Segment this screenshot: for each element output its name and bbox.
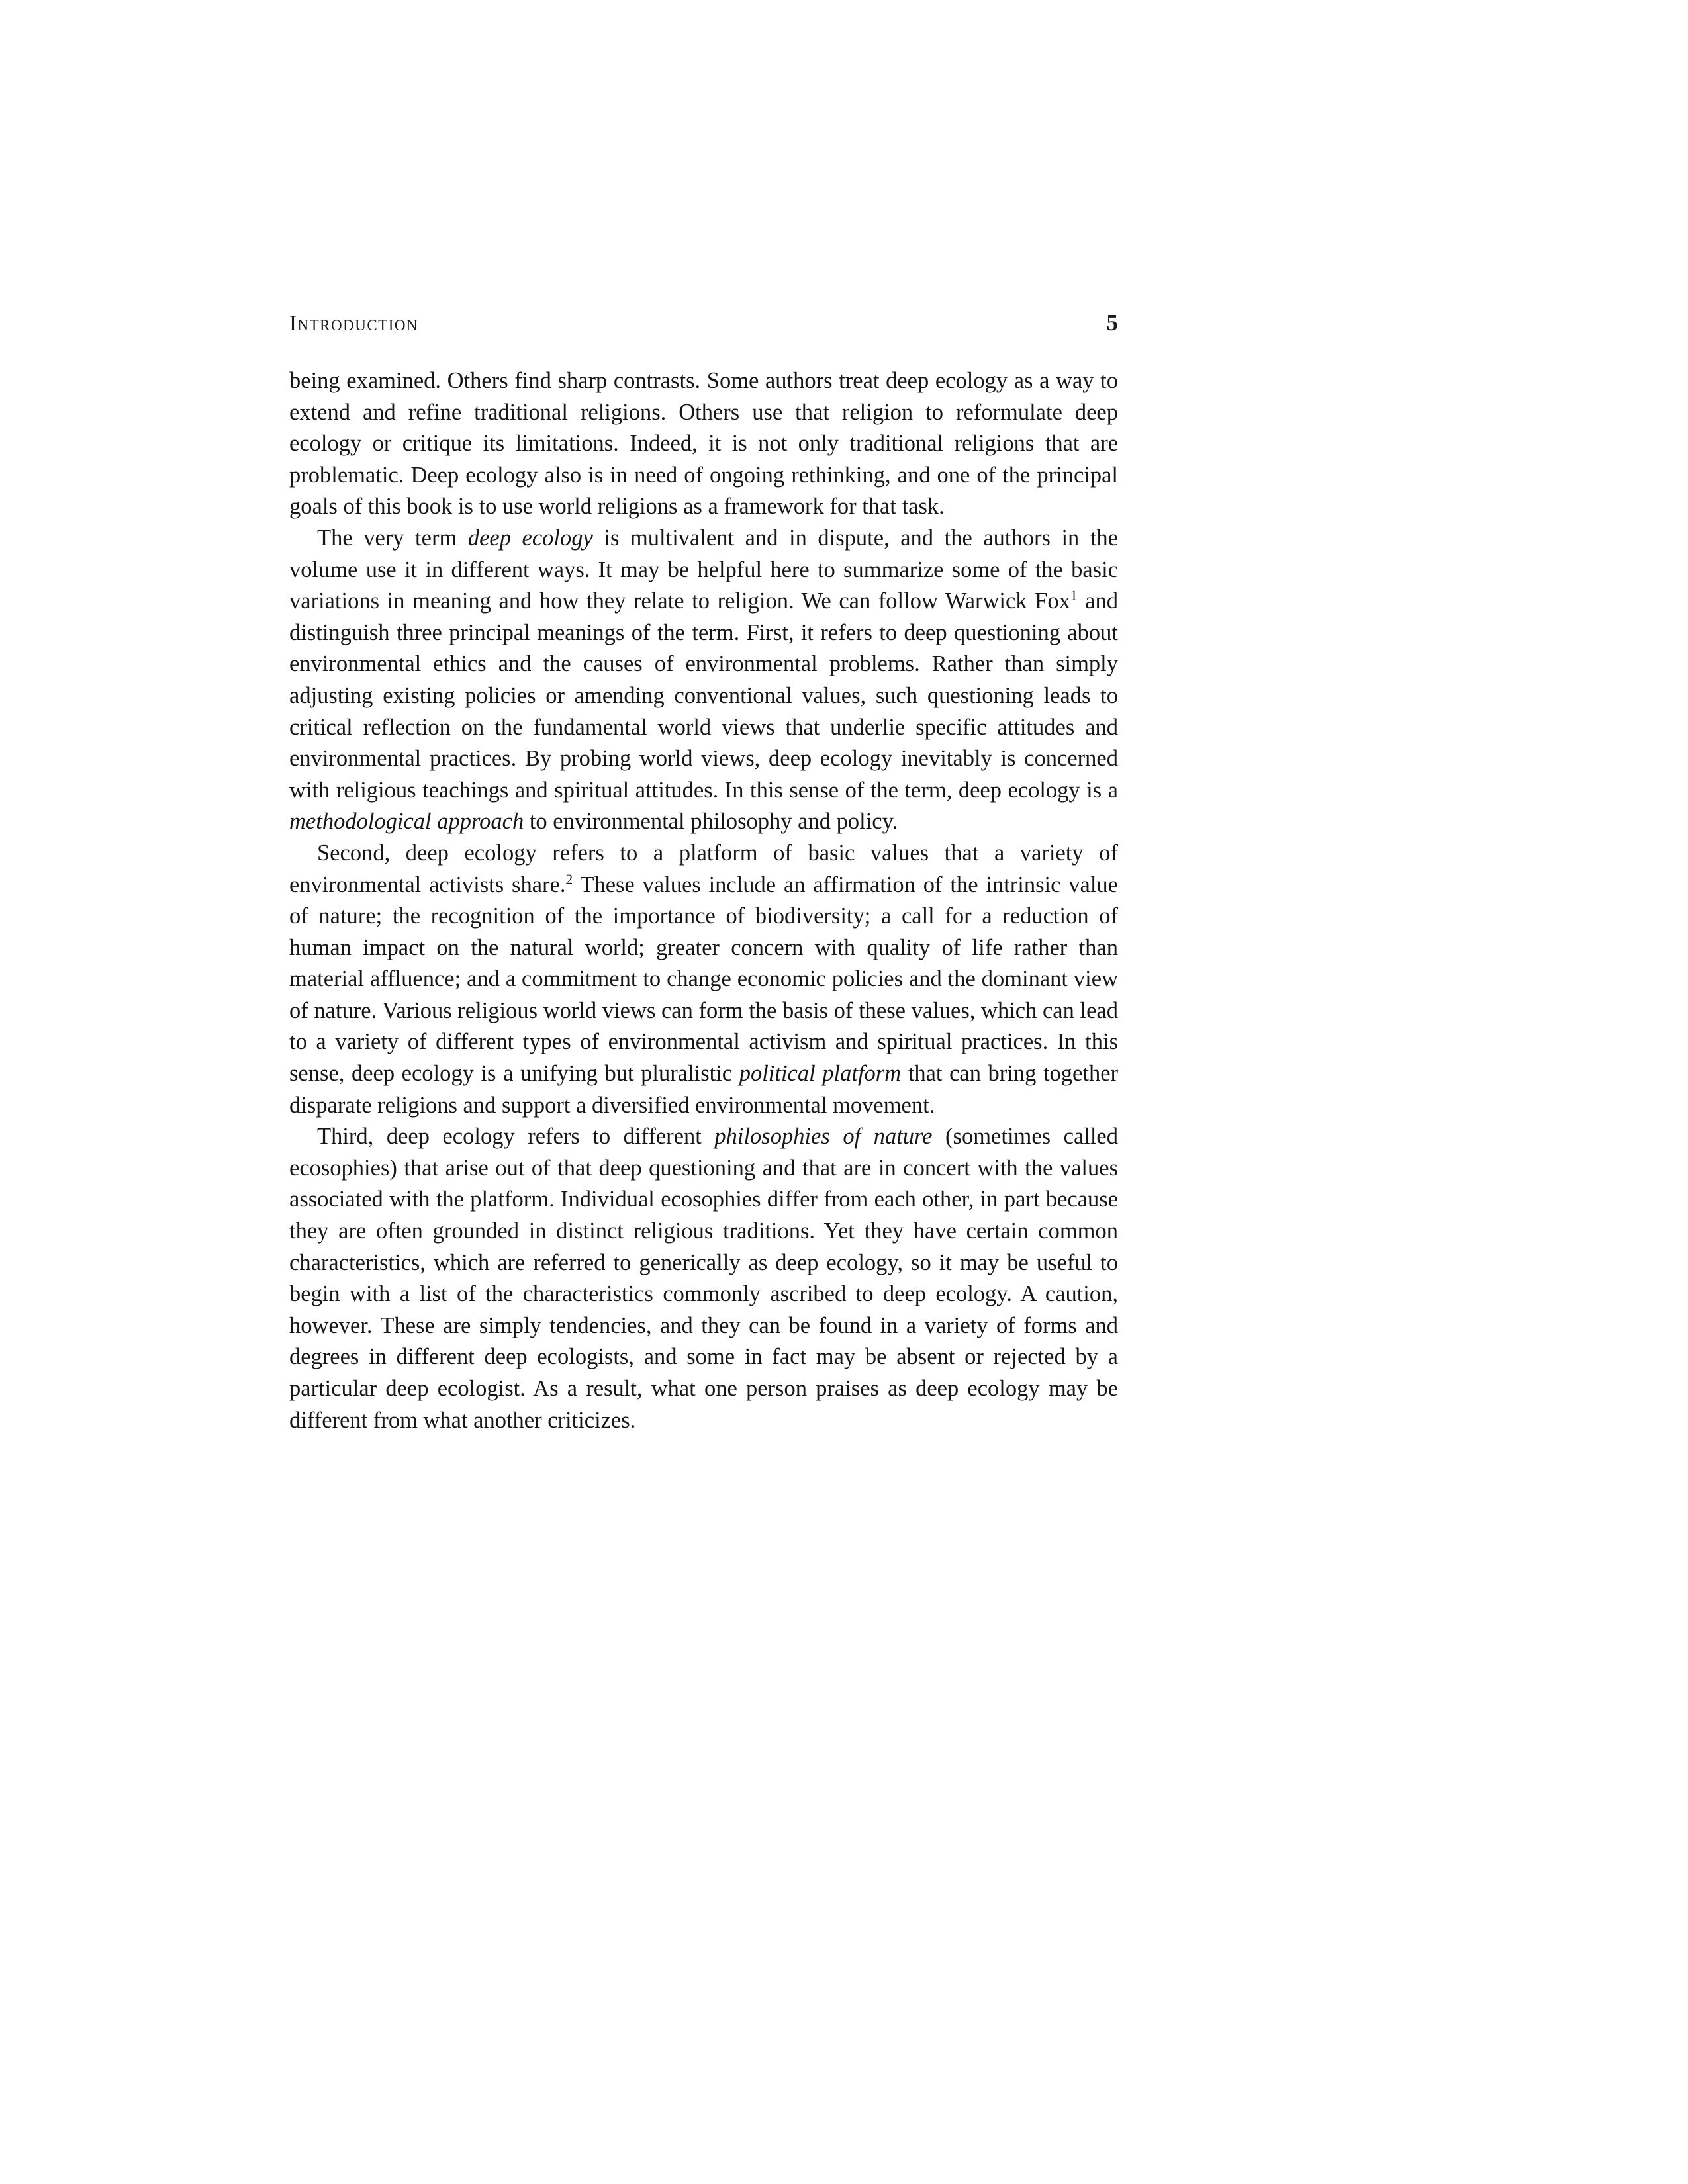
chapter-title: Introduction <box>289 312 419 336</box>
italic-text: philosophies of nature <box>714 1124 933 1150</box>
text-run: and distinguish three principal meanings of the term. First, it refers to deep questioning about environmental ethics and the causes of environmental problems. Rather than simply adjusting existing policies or amending conventional values, such questioning leads to critical reflection on the fundamental world views that underlie specific attitudes and environmental practices. By probing world views, deep ecology inevitably is concerned with religious teachings and spiritual attitudes. In this sense of the term, deep ecology is a <box>289 588 1118 803</box>
text-run: These values include an affirmation of the intrinsic value of nature; the recognition of the importance of biodiversity; a call for a reduction of human impact on the natural world; greater concern with quality of life rather than material affluence; and a commitment to change economic policies and the dominant view of nature. Various religious world views can form the basis of these values, which can lead to a variety of different types of environmental activism and spiritual practices. In this sense, deep ecology is a unifying but pluralistic <box>289 872 1118 1087</box>
paragraph <box>289 1121 1118 1436</box>
text-run: (sometimes called ecosophies) that arise out of that deep questioning and that are in concert with the values associated with the platform. Individual ecosophies differ from each other, in part because they are often grounded in distinct religious traditions. Yet they have certain common characteristics, which are referred to generically as deep ecology, so it may be useful to begin with a list of the characteristics commonly ascribed to deep ecology. A caution, however. These are simply tendencies, and they can be found in a variety of forms and degrees in different deep ecologists, and some in fact may be absent or rejected by a particular deep ecologist. As a result, what one person praises as deep ecology may be different from what another criticizes. <box>289 1124 1118 1433</box>
italic-text: methodological approach <box>289 809 524 835</box>
body-text <box>289 365 1118 1436</box>
text-run: Third, deep ecology refers to different <box>317 1124 715 1150</box>
text-block <box>289 310 1118 1436</box>
paragraph <box>289 838 1118 1121</box>
text-run: The very term <box>317 525 468 551</box>
italic-text: political platform <box>739 1061 902 1087</box>
text-run: Second, deep ecology refers to a platform of basic values that a variety of environmental activists share. <box>289 840 1118 897</box>
footnote-reference: 2 <box>565 871 573 887</box>
page-number: 5 <box>1106 310 1118 336</box>
footnote-reference: 1 <box>1070 587 1078 604</box>
italic-text: deep ecology <box>467 525 593 551</box>
paragraph <box>289 365 1118 523</box>
text-run: is multivalent and in dispute, and the authors in the volume use it in different ways. It may be helpful here to summarize some of the basic variations in meaning and how they relate to religion. We can follow Warwick Fox <box>289 525 1118 614</box>
running-head <box>289 310 1118 336</box>
text-run: that can bring together disparate religions and support a diversified environmental movement. <box>289 1061 1118 1118</box>
text-run: being examined. Others find sharp contrasts. Some authors treat deep ecology as a way to extend and refine traditional religions. Others use that religion to reformulate deep ecology or critique its limitations. Indeed, it is not only traditional religions that are problematic. Deep ecology also is in need of ongoing rethinking, and one of the principal goals of this book is to use world religions as a framework for that task. <box>289 368 1118 520</box>
text-run: to environmental philosophy and policy. <box>524 809 898 835</box>
paragraph <box>289 523 1118 838</box>
